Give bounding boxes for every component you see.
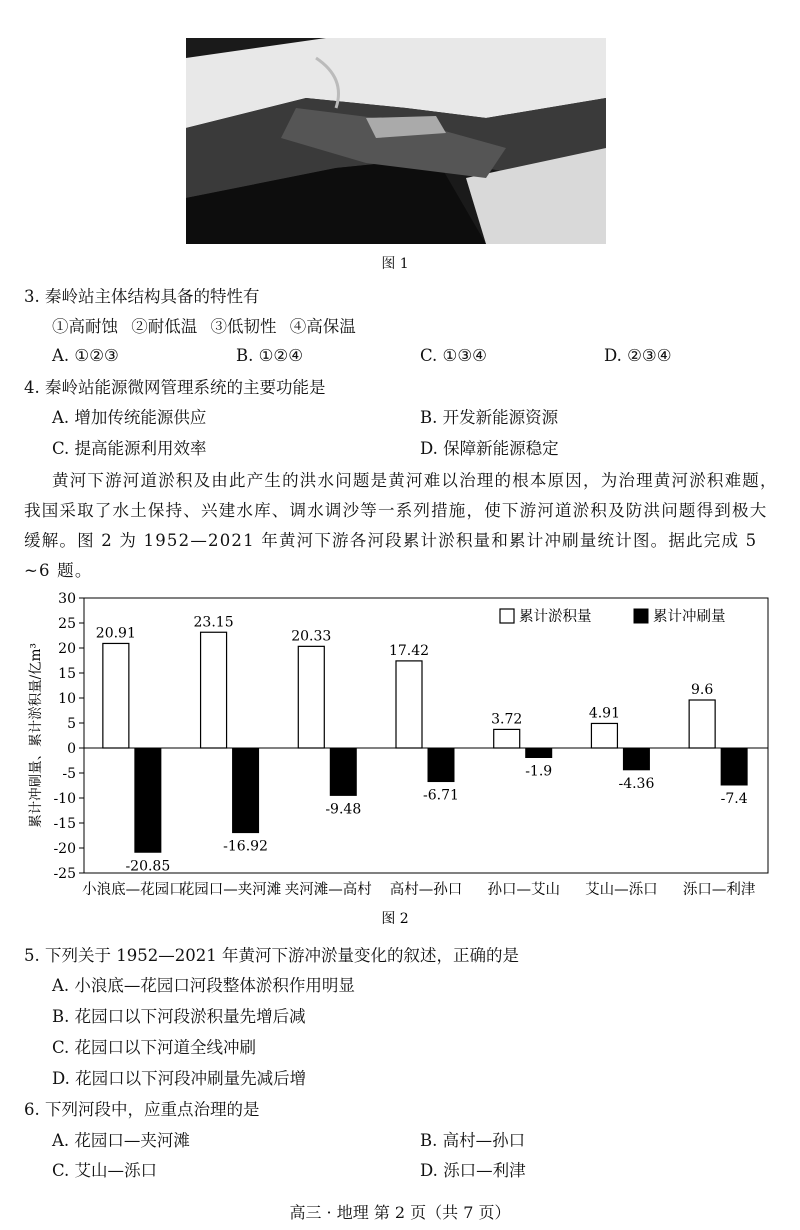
bar-scour-label: -6.71 bbox=[423, 787, 459, 804]
q4-option-c[interactable]: C. 提高能源利用效率 bbox=[52, 439, 207, 458]
y-tick-label: 0 bbox=[67, 741, 76, 757]
x-category-label: 小浪底—花园口 bbox=[82, 882, 184, 898]
x-category-label: 花园口—夹河滩 bbox=[179, 882, 282, 898]
q5-option-b[interactable]: B. 花园口以下河段淤积量先增后减 bbox=[52, 1007, 306, 1026]
bar-scour bbox=[135, 748, 161, 852]
q3-option-c[interactable]: C. ①③④ bbox=[420, 346, 487, 365]
bar-accumulation bbox=[591, 723, 617, 748]
bar-accumulation-label: 4.91 bbox=[588, 705, 621, 722]
bar-scour-label: -1.9 bbox=[525, 763, 553, 780]
bar-scour-label: -4.36 bbox=[618, 775, 655, 792]
q5-option-d[interactable]: D. 花园口以下河段冲刷量先减后增 bbox=[52, 1069, 307, 1088]
q6-option-a[interactable]: A. 花园口—夹河滩 bbox=[52, 1131, 190, 1150]
figure-2-caption: 图 2 bbox=[381, 911, 409, 927]
q6-option-c[interactable]: C. 艾山—泺口 bbox=[52, 1161, 158, 1180]
bar-scour-label: -16.92 bbox=[223, 838, 268, 855]
bar-accumulation-label: 23.15 bbox=[193, 614, 234, 631]
q5-stem: 5. 下列关于 1952—2021 年黄河下游冲淤量变化的叙述，正确的是 bbox=[24, 946, 519, 965]
q4-option-d[interactable]: D. 保障新能源稳定 bbox=[420, 439, 559, 458]
y-tick-label: 5 bbox=[67, 716, 76, 732]
y-tick-label: -15 bbox=[53, 816, 76, 832]
bar-accumulation bbox=[201, 632, 227, 748]
bar-scour bbox=[526, 748, 552, 758]
bar-accumulation-label: 3.72 bbox=[491, 711, 523, 728]
bar-accumulation-label: 17.42 bbox=[388, 642, 430, 659]
figure-1-caption: 图 1 bbox=[381, 256, 409, 272]
bar-scour-label: -9.48 bbox=[325, 801, 362, 818]
page-footer: 高三 · 地理 第 2 页（共 7 页） bbox=[289, 1203, 511, 1222]
x-category-label: 孙口—艾山 bbox=[487, 882, 560, 898]
y-tick-label: 10 bbox=[58, 691, 76, 707]
q3-option-b[interactable]: B. ①②④ bbox=[236, 346, 303, 365]
legend-label-scour: 累计冲刷量 bbox=[653, 609, 726, 625]
y-tick-label: 25 bbox=[58, 616, 76, 632]
bar-scour bbox=[721, 748, 747, 785]
bar-accumulation-label: 20.91 bbox=[95, 625, 136, 642]
bar-accumulation bbox=[689, 700, 715, 748]
x-category-label: 泺口—利津 bbox=[682, 882, 756, 898]
q6-option-b[interactable]: B. 高村—孙口 bbox=[420, 1131, 526, 1150]
q4-option-a[interactable]: A. 增加传统能源供应 bbox=[52, 408, 207, 427]
bar-scour-label: -20.85 bbox=[125, 858, 171, 875]
antarctic-station-photo bbox=[186, 38, 606, 244]
bar-accumulation bbox=[396, 661, 422, 748]
bar-accumulation bbox=[494, 729, 520, 748]
q3-option-a[interactable]: A. ①②③ bbox=[52, 346, 119, 365]
y-tick-label: 30 bbox=[58, 591, 76, 607]
y-tick-label: -20 bbox=[53, 841, 76, 857]
q3-stem: 3. 秦岭站主体结构具备的特性有 bbox=[24, 287, 260, 306]
bar-scour bbox=[330, 748, 356, 795]
bar-accumulation-label: 20.33 bbox=[291, 628, 332, 645]
x-category-label: 艾山—泺口 bbox=[585, 882, 658, 898]
y-tick-label: 15 bbox=[58, 666, 76, 682]
q3-items: ①高耐蚀 ②耐低温 ③低韧性 ④高保温 bbox=[52, 317, 356, 336]
station-photo-illustration bbox=[186, 38, 606, 244]
y-tick-label: -5 bbox=[62, 766, 76, 782]
q3-option-d[interactable]: D. ②③④ bbox=[604, 346, 672, 365]
bar-scour-label: -7.4 bbox=[720, 791, 748, 807]
bar-scour bbox=[623, 748, 649, 770]
q4-stem: 4. 秦岭站能源微网管理系统的主要功能是 bbox=[24, 378, 326, 397]
bar-scour bbox=[428, 748, 454, 782]
q6-option-d[interactable]: D. 泺口—利津 bbox=[420, 1161, 526, 1180]
figure-2-chart bbox=[0, 590, 790, 930]
legend-label-accumulation: 累计淤积量 bbox=[519, 609, 592, 625]
bar-accumulation bbox=[103, 643, 129, 748]
plot-frame bbox=[84, 598, 768, 873]
q5-option-a[interactable]: A. 小浪底—花园口河段整体淤积作用明显 bbox=[52, 976, 355, 995]
y-tick-label: -25 bbox=[53, 866, 76, 882]
x-category-label: 夹河滩—高村 bbox=[284, 882, 372, 898]
q4-option-b[interactable]: B. 开发新能源资源 bbox=[420, 408, 559, 427]
legend-swatch-accumulation bbox=[500, 609, 514, 623]
y-tick-label: -10 bbox=[53, 791, 76, 807]
passage-text: 黄河下游河道淤积及由此产生的洪水问题是黄河难以治理的根本原因，为治理黄河淤积难题，我国采取了水土保持、兴建水库、调水调沙等一系列措施，使下游河道淤积及防洪问题得到极大缓解。图 2 为 1952—2021 年黄河下游各河段累计淤积量和累计冲刷量统计图。据此完成 5 ~6 题。 bbox=[24, 471, 778, 580]
q5-option-c[interactable]: C. 花园口以下河道全线冲刷 bbox=[52, 1038, 257, 1057]
y-tick-label: 20 bbox=[58, 641, 76, 657]
x-category-label: 高村—孙口 bbox=[389, 882, 463, 898]
bar-scour bbox=[233, 748, 259, 833]
bar-accumulation bbox=[298, 646, 324, 748]
bar-chart-svg bbox=[0, 590, 790, 930]
q6-stem: 6. 下列河段中，应重点治理的是 bbox=[24, 1100, 260, 1119]
legend-swatch-scour bbox=[634, 609, 648, 623]
y-axis-label: 累计冲刷量、累计淤积量/亿m³ bbox=[28, 643, 44, 828]
bar-accumulation-label: 9.6 bbox=[691, 682, 714, 698]
